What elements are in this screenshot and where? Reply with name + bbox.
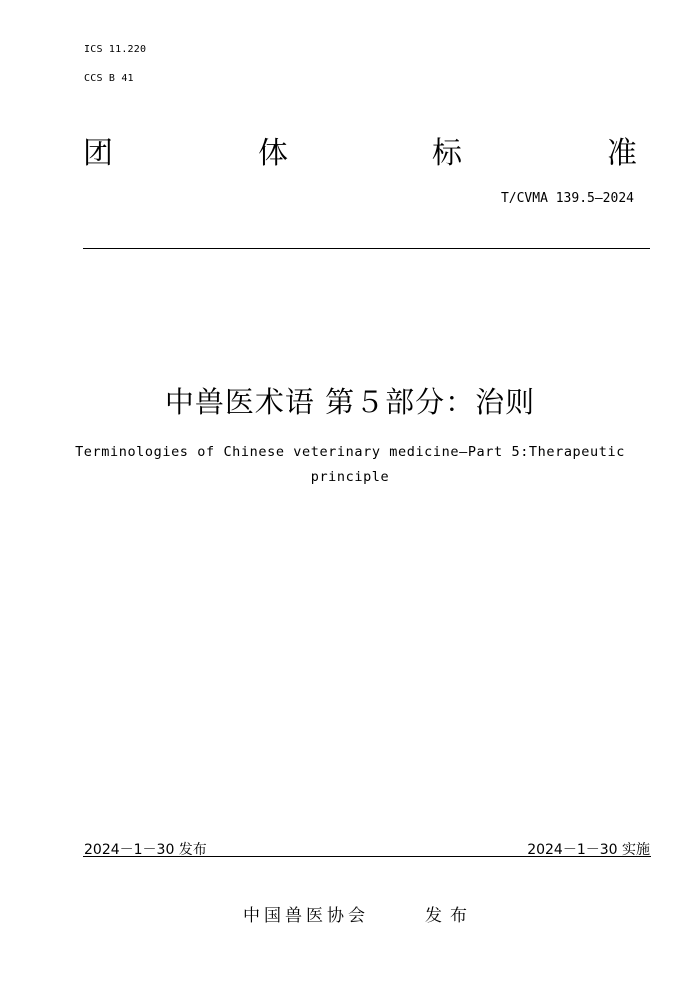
standard-number: T/CVMA 139.5—2024	[500, 191, 634, 206]
english-title	[60, 440, 640, 490]
header-divider	[83, 248, 650, 249]
ccs-code: CCS B 41	[84, 73, 134, 84]
issue-date: 2024－1－30 发布	[84, 842, 207, 858]
footer-divider	[83, 856, 651, 857]
standard-type-char-3: 标	[432, 136, 462, 171]
standard-type-char-2: 体	[258, 136, 288, 171]
standard-type-char-1: 团	[83, 136, 113, 171]
publisher-name: 中国兽医协会	[243, 906, 369, 926]
standard-type-char-4: 准	[607, 136, 637, 171]
ics-code: ICS 11.220	[84, 44, 147, 55]
english-title-line-1: Terminologies of Chinese veterinary medicine—Part 5:Therapeutic	[75, 444, 625, 460]
chinese-title: 中兽医术语 第５部分：治则	[164, 385, 536, 419]
publish-label: 发布	[425, 906, 475, 926]
implementation-date: 2024－1－30 实施	[527, 842, 650, 858]
english-title-line-2: principle	[310, 469, 390, 485]
